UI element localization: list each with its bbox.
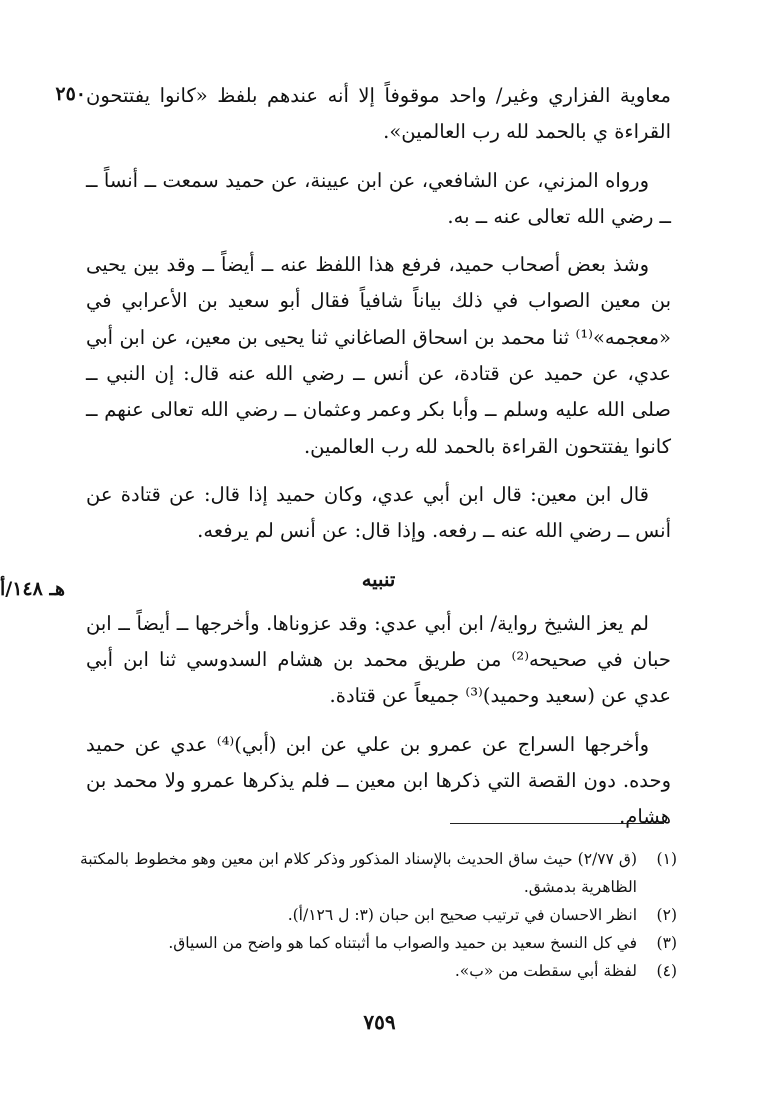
paragraph-5: لم يعز الشيخ رواية/ ابن أبي عدي: وقد عزوناها. وأخرجها ــ أيضاً ــ ابن حبان في صحيحه⁽²⁾ من طريق محمد بن هشام السدوسي ثنا ابن أبي عدي عن (سعيد وحميد)⁽³⁾ جميعاً عن قتادة. <box>86 611 671 708</box>
footnote-text: في كل النسخ سعيد بن حميد والصواب ما أثبتناه كما هو واضح من السياق. <box>168 934 637 952</box>
footnote-text: (ق ٢/٧٧) حيث ساق الحديث بالإسناد المذكور وذكر كلام ابن معين وهو مخطوط بالمكتبة الظاهرية بدمشق. <box>80 850 637 896</box>
footnote-divider <box>450 823 664 824</box>
footnotes <box>80 845 677 985</box>
footnote-4 <box>80 957 677 985</box>
paragraph-3: وشذ بعض أصحاب حميد، فرفع هذا اللفظ عنه ــ أيضاً ــ وقد بين يحيى بن معين الصواب في ذلك بياناً شافياً فقال أبو سعيد بن الأعرابي في «معجمه»⁽¹⁾ ثنا محمد بن اسحاق الصاغاني ثنا يحيى بن معين، عن ابن أبي عدي، عن حميد عن قتادة، عن أنس ــ رضي الله عنه قال: إن النبي ــ صلى الله عليه وسلم ــ وأبا بكر وعمر وعثمان ــ رضي الله تعالى عنهم ــ كانوا يفتتحون القراءة بالحمد لله رب العالمين. <box>86 253 671 458</box>
footnote-number: (٢) <box>656 906 677 924</box>
page-number: ٧٥٩ <box>363 1010 396 1034</box>
footnote-3 <box>80 929 677 957</box>
margin-folio-note: هـ ١٤٨/أ <box>0 578 66 600</box>
footnote-2 <box>80 901 677 929</box>
main-text <box>86 78 671 848</box>
paragraph-2: ورواه المزني، عن الشافعي، عن ابن عيينة، عن حميد سمعت ــ أنساً ــ ــ رضي الله تعالى عنه ــ به. <box>86 168 671 228</box>
footnote-number: (٤) <box>656 962 677 980</box>
paragraph-6: وأخرجها السراج عن عمرو بن علي عن ابن (أبي)⁽⁴⁾ عدي عن حميد وحده. دون القصة التي ذكرها ابن معين ــ فلم يذكرها عمرو ولا محمد بن هشام. <box>86 732 671 829</box>
margin-line-number: ٢٥٠ <box>55 83 86 105</box>
footnote-text: انظر الاحسان في ترتيب صحيح ابن حبان (٣: ل ١٢٦/أ). <box>287 906 637 924</box>
footnote-text: لفظة أبي سقطت من «ب». <box>454 962 637 980</box>
footnote-number: (٣) <box>656 934 677 952</box>
footnote-1 <box>80 845 677 901</box>
section-heading: تنبيه <box>361 567 396 591</box>
paragraph-1: معاوية الفزاري وغير/ واحد موقوفاً إلا أنه عندهم بلفظ «كانوا يفتتحون القراءة ي بالحمد لله رب العالمين». <box>86 84 671 144</box>
footnote-number: (١) <box>656 850 677 868</box>
paragraph-4: قال ابن معين: قال ابن أبي عدي، وكان حميد إذا قال: عن قتادة عن أنس ــ رضي الله عنه ــ رفعه. وإذا قال: عن أنس لم يرفعه. <box>86 482 671 543</box>
